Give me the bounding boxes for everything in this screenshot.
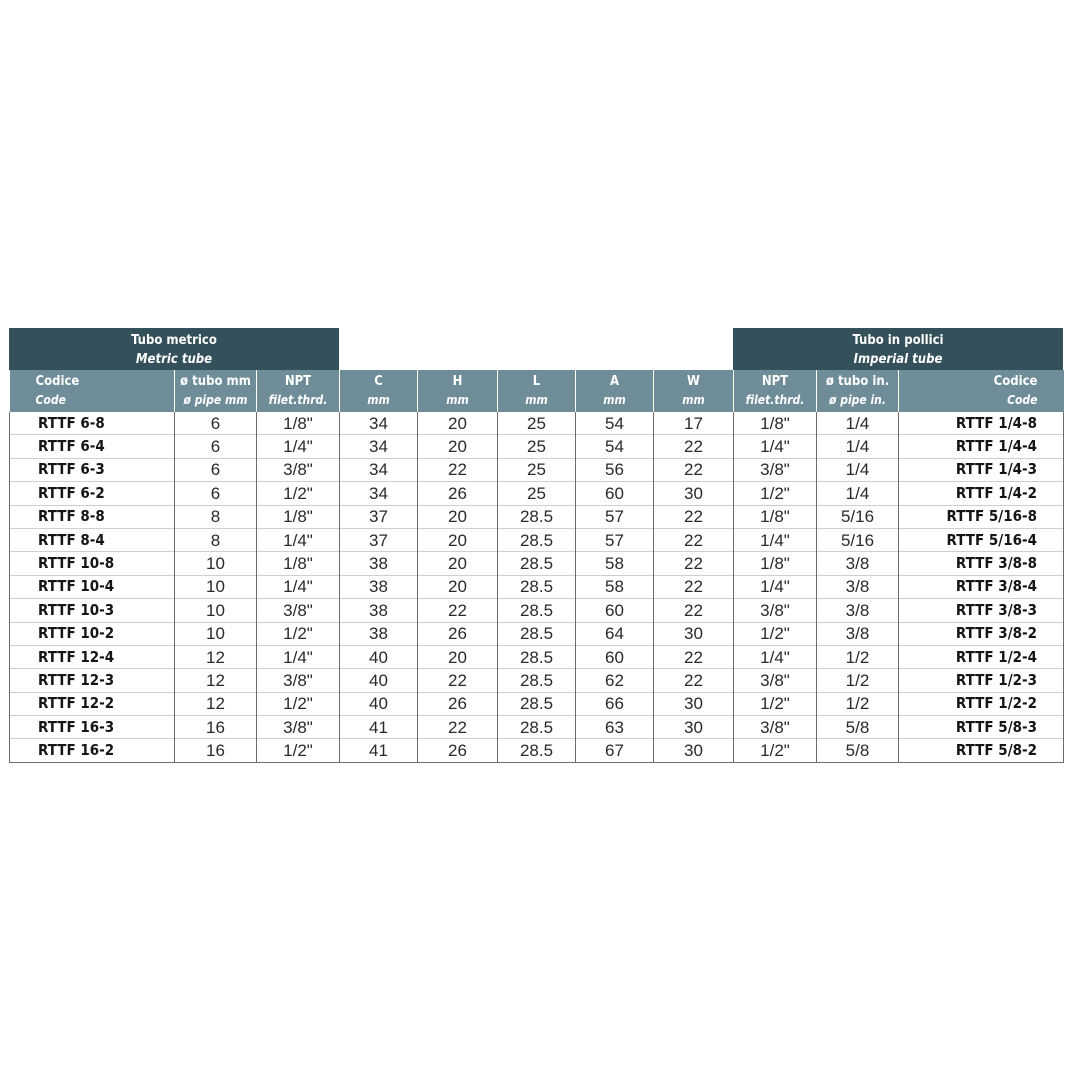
a-cell: 66 [576, 692, 654, 715]
imperial-code-cell: RTTF 3/8-2 [899, 622, 1064, 645]
pipe-mm-cell: 6 [175, 435, 257, 458]
table-body [10, 412, 1064, 762]
table-row [10, 482, 1064, 505]
npt-metric-cell: 1/2" [257, 622, 340, 645]
column-header-label: C [374, 374, 383, 389]
a-cell: 54 [576, 412, 654, 435]
metric-code-cell: RTTF 10-4 [10, 575, 175, 598]
header-l [498, 370, 576, 412]
column-header-sublabel: filet.thrd. [268, 393, 328, 407]
metric-code-cell: RTTF 16-2 [10, 739, 175, 762]
a-cell: 62 [576, 669, 654, 692]
header-npt-metric [257, 370, 340, 412]
imperial-code-cell: RTTF 3/8-8 [899, 552, 1064, 575]
l-cell: 28.5 [498, 739, 576, 762]
pipe-mm-cell: 8 [175, 528, 257, 551]
column-header-label: H [452, 374, 463, 389]
pipe-in-cell: 1/2 [817, 692, 899, 715]
pipe-mm-cell: 10 [175, 575, 257, 598]
a-cell: 58 [576, 575, 654, 598]
header-pipe-mm [175, 370, 257, 412]
npt-imperial-cell: 1/2" [734, 739, 817, 762]
l-cell: 28.5 [498, 575, 576, 598]
column-header-label: ø tubo in. [825, 374, 890, 389]
pipe-mm-cell: 6 [175, 482, 257, 505]
npt-metric-cell: 1/8" [257, 505, 340, 528]
w-cell: 22 [654, 528, 734, 551]
npt-imperial-cell: 1/8" [734, 552, 817, 575]
w-cell: 22 [654, 505, 734, 528]
h-cell: 20 [418, 552, 498, 575]
imperial-group-subtitle: Imperial tube [853, 352, 943, 367]
l-cell: 25 [498, 435, 576, 458]
imperial-code-cell: RTTF 3/8-4 [899, 575, 1064, 598]
table-row [10, 552, 1064, 575]
column-header-sublabel: Code [1007, 393, 1038, 407]
header-npt-imperial [734, 370, 817, 412]
column-header-sublabel: filet.thrd. [745, 393, 805, 407]
imperial-code-cell: RTTF 5/16-4 [899, 528, 1064, 551]
metric-code-cell: RTTF 10-3 [10, 599, 175, 622]
header-code-metric [10, 370, 175, 412]
npt-metric-cell: 3/8" [257, 669, 340, 692]
pipe-mm-cell: 12 [175, 645, 257, 668]
npt-metric-cell: 1/2" [257, 739, 340, 762]
metric-code-cell: RTTF 10-8 [10, 552, 175, 575]
w-cell: 22 [654, 599, 734, 622]
l-cell: 28.5 [498, 505, 576, 528]
w-cell: 17 [654, 412, 734, 435]
column-header-sublabel: ø pipe mm [183, 393, 248, 407]
column-header-label: NPT [284, 374, 312, 389]
h-cell: 20 [418, 528, 498, 551]
c-cell: 40 [340, 645, 418, 668]
l-cell: 25 [498, 482, 576, 505]
h-cell: 20 [418, 435, 498, 458]
pipe-in-cell: 1/2 [817, 669, 899, 692]
column-header-label: A [609, 374, 620, 389]
column-header-sublabel: mm [603, 393, 626, 407]
w-cell: 30 [654, 739, 734, 762]
a-cell: 58 [576, 552, 654, 575]
imperial-tube-group-header [733, 328, 1063, 370]
npt-imperial-cell: 1/8" [734, 505, 817, 528]
npt-metric-cell: 1/8" [257, 552, 340, 575]
pipe-mm-cell: 12 [175, 692, 257, 715]
column-header-label: NPT [761, 374, 789, 389]
l-cell: 28.5 [498, 622, 576, 645]
pipe-in-cell: 1/4 [817, 482, 899, 505]
c-cell: 34 [340, 435, 418, 458]
l-cell: 28.5 [498, 645, 576, 668]
pipe-in-cell: 5/16 [817, 528, 899, 551]
column-header-sublabel: ø pipe in. [829, 393, 886, 407]
h-cell: 26 [418, 739, 498, 762]
imperial-code-cell: RTTF 5/8-2 [899, 739, 1064, 762]
table-row [10, 412, 1064, 435]
h-cell: 20 [418, 412, 498, 435]
header-w [654, 370, 734, 412]
c-cell: 38 [340, 622, 418, 645]
pipe-mm-cell: 6 [175, 412, 257, 435]
column-header-label: L [532, 374, 541, 389]
metric-group-subtitle: Metric tube [135, 352, 213, 367]
c-cell: 37 [340, 505, 418, 528]
pipe-mm-cell: 16 [175, 716, 257, 739]
h-cell: 22 [418, 669, 498, 692]
w-cell: 22 [654, 458, 734, 481]
imperial-code-cell: RTTF 1/2-2 [899, 692, 1064, 715]
h-cell: 22 [418, 716, 498, 739]
table-row [10, 458, 1064, 481]
c-cell: 38 [340, 552, 418, 575]
table-row [10, 575, 1064, 598]
w-cell: 30 [654, 622, 734, 645]
pipe-in-cell: 3/8 [817, 552, 899, 575]
c-cell: 40 [340, 692, 418, 715]
npt-metric-cell: 1/8" [257, 412, 340, 435]
pipe-mm-cell: 10 [175, 552, 257, 575]
pipe-in-cell: 1/4 [817, 435, 899, 458]
l-cell: 28.5 [498, 528, 576, 551]
table-row [10, 669, 1064, 692]
column-header-sublabel: mm [525, 393, 548, 407]
pipe-in-cell: 5/8 [817, 739, 899, 762]
table-row [10, 692, 1064, 715]
npt-imperial-cell: 1/2" [734, 482, 817, 505]
w-cell: 30 [654, 482, 734, 505]
column-header-label: Codice [35, 374, 80, 389]
table-row [10, 716, 1064, 739]
c-cell: 38 [340, 575, 418, 598]
l-cell: 28.5 [498, 716, 576, 739]
npt-metric-cell: 1/4" [257, 435, 340, 458]
c-cell: 37 [340, 528, 418, 551]
metric-group-title: Tubo metrico [131, 333, 217, 348]
column-header-label: ø tubo mm [180, 374, 251, 389]
imperial-code-cell: RTTF 1/4-8 [899, 412, 1064, 435]
c-cell: 41 [340, 739, 418, 762]
pipe-in-cell: 1/4 [817, 458, 899, 481]
pipe-in-cell: 3/8 [817, 575, 899, 598]
column-header-sublabel: mm [682, 393, 705, 407]
c-cell: 38 [340, 599, 418, 622]
metric-code-cell: RTTF 10-2 [10, 622, 175, 645]
npt-imperial-cell: 3/8" [734, 599, 817, 622]
npt-imperial-cell: 1/4" [734, 528, 817, 551]
metric-code-cell: RTTF 8-8 [10, 505, 175, 528]
npt-imperial-cell: 3/8" [734, 458, 817, 481]
c-cell: 40 [340, 669, 418, 692]
npt-imperial-cell: 3/8" [734, 669, 817, 692]
pipe-mm-cell: 16 [175, 739, 257, 762]
imperial-code-cell: RTTF 1/2-4 [899, 645, 1064, 668]
pipe-in-cell: 5/16 [817, 505, 899, 528]
pipe-mm-cell: 10 [175, 599, 257, 622]
l-cell: 25 [498, 412, 576, 435]
imperial-group-title: Tubo in pollici [852, 333, 944, 348]
a-cell: 57 [576, 505, 654, 528]
npt-imperial-cell: 3/8" [734, 716, 817, 739]
l-cell: 28.5 [498, 599, 576, 622]
pipe-mm-cell: 10 [175, 622, 257, 645]
w-cell: 30 [654, 692, 734, 715]
metric-code-cell: RTTF 12-2 [10, 692, 175, 715]
metric-tube-group-header [9, 328, 339, 370]
npt-metric-cell: 1/4" [257, 575, 340, 598]
imperial-code-cell: RTTF 5/8-3 [899, 716, 1064, 739]
a-cell: 56 [576, 458, 654, 481]
a-cell: 60 [576, 599, 654, 622]
column-header-row [10, 370, 1064, 412]
h-cell: 20 [418, 575, 498, 598]
metric-code-cell: RTTF 12-3 [10, 669, 175, 692]
column-header-label: W [687, 374, 700, 389]
a-cell: 57 [576, 528, 654, 551]
a-cell: 63 [576, 716, 654, 739]
pipe-mm-cell: 8 [175, 505, 257, 528]
metric-code-cell: RTTF 16-3 [10, 716, 175, 739]
npt-metric-cell: 1/2" [257, 692, 340, 715]
h-cell: 26 [418, 692, 498, 715]
header-a [576, 370, 654, 412]
header-h [418, 370, 498, 412]
table-row [10, 435, 1064, 458]
a-cell: 60 [576, 482, 654, 505]
pipe-in-cell: 1/2 [817, 645, 899, 668]
table-row [10, 599, 1064, 622]
h-cell: 22 [418, 458, 498, 481]
c-cell: 34 [340, 458, 418, 481]
npt-metric-cell: 1/4" [257, 645, 340, 668]
h-cell: 26 [418, 482, 498, 505]
header-pipe-in [817, 370, 899, 412]
column-header-sublabel: Code [35, 393, 66, 407]
pipe-in-cell: 5/8 [817, 716, 899, 739]
table-row [10, 528, 1064, 551]
pipe-in-cell: 3/8 [817, 599, 899, 622]
c-cell: 34 [340, 482, 418, 505]
c-cell: 34 [340, 412, 418, 435]
a-cell: 67 [576, 739, 654, 762]
pipe-in-cell: 3/8 [817, 622, 899, 645]
imperial-code-cell: RTTF 1/4-4 [899, 435, 1064, 458]
npt-metric-cell: 1/4" [257, 528, 340, 551]
a-cell: 60 [576, 645, 654, 668]
table-row [10, 622, 1064, 645]
w-cell: 22 [654, 552, 734, 575]
metric-code-cell: RTTF 6-8 [10, 412, 175, 435]
metric-code-cell: RTTF 6-4 [10, 435, 175, 458]
a-cell: 64 [576, 622, 654, 645]
w-cell: 22 [654, 645, 734, 668]
h-cell: 22 [418, 599, 498, 622]
imperial-code-cell: RTTF 1/4-2 [899, 482, 1064, 505]
npt-metric-cell: 3/8" [257, 458, 340, 481]
imperial-code-cell: RTTF 1/4-3 [899, 458, 1064, 481]
pipe-in-cell: 1/4 [817, 412, 899, 435]
w-cell: 30 [654, 716, 734, 739]
imperial-code-cell: RTTF 1/2-3 [899, 669, 1064, 692]
w-cell: 22 [654, 435, 734, 458]
h-cell: 20 [418, 645, 498, 668]
a-cell: 54 [576, 435, 654, 458]
metric-code-cell: RTTF 8-4 [10, 528, 175, 551]
l-cell: 28.5 [498, 552, 576, 575]
npt-metric-cell: 1/2" [257, 482, 340, 505]
npt-metric-cell: 3/8" [257, 716, 340, 739]
column-header-sublabel: mm [446, 393, 469, 407]
npt-metric-cell: 3/8" [257, 599, 340, 622]
w-cell: 22 [654, 575, 734, 598]
npt-imperial-cell: 1/4" [734, 435, 817, 458]
imperial-code-cell: RTTF 3/8-3 [899, 599, 1064, 622]
table-row [10, 739, 1064, 762]
metric-code-cell: RTTF 6-3 [10, 458, 175, 481]
fitting-spec-table [9, 370, 1064, 763]
npt-imperial-cell: 1/4" [734, 575, 817, 598]
table-header [10, 370, 1064, 412]
pipe-mm-cell: 12 [175, 669, 257, 692]
npt-imperial-cell: 1/2" [734, 692, 817, 715]
metric-code-cell: RTTF 6-2 [10, 482, 175, 505]
metric-code-cell: RTTF 12-4 [10, 645, 175, 668]
header-code-imperial [899, 370, 1064, 412]
l-cell: 25 [498, 458, 576, 481]
l-cell: 28.5 [498, 692, 576, 715]
w-cell: 22 [654, 669, 734, 692]
table-row [10, 645, 1064, 668]
npt-imperial-cell: 1/4" [734, 645, 817, 668]
table-row [10, 505, 1064, 528]
header-c [340, 370, 418, 412]
pipe-mm-cell: 6 [175, 458, 257, 481]
l-cell: 28.5 [498, 669, 576, 692]
h-cell: 26 [418, 622, 498, 645]
column-header-sublabel: mm [367, 393, 390, 407]
npt-imperial-cell: 1/8" [734, 412, 817, 435]
imperial-code-cell: RTTF 5/16-8 [899, 505, 1064, 528]
npt-imperial-cell: 1/2" [734, 622, 817, 645]
c-cell: 41 [340, 716, 418, 739]
column-header-label: Codice [993, 374, 1038, 389]
h-cell: 20 [418, 505, 498, 528]
